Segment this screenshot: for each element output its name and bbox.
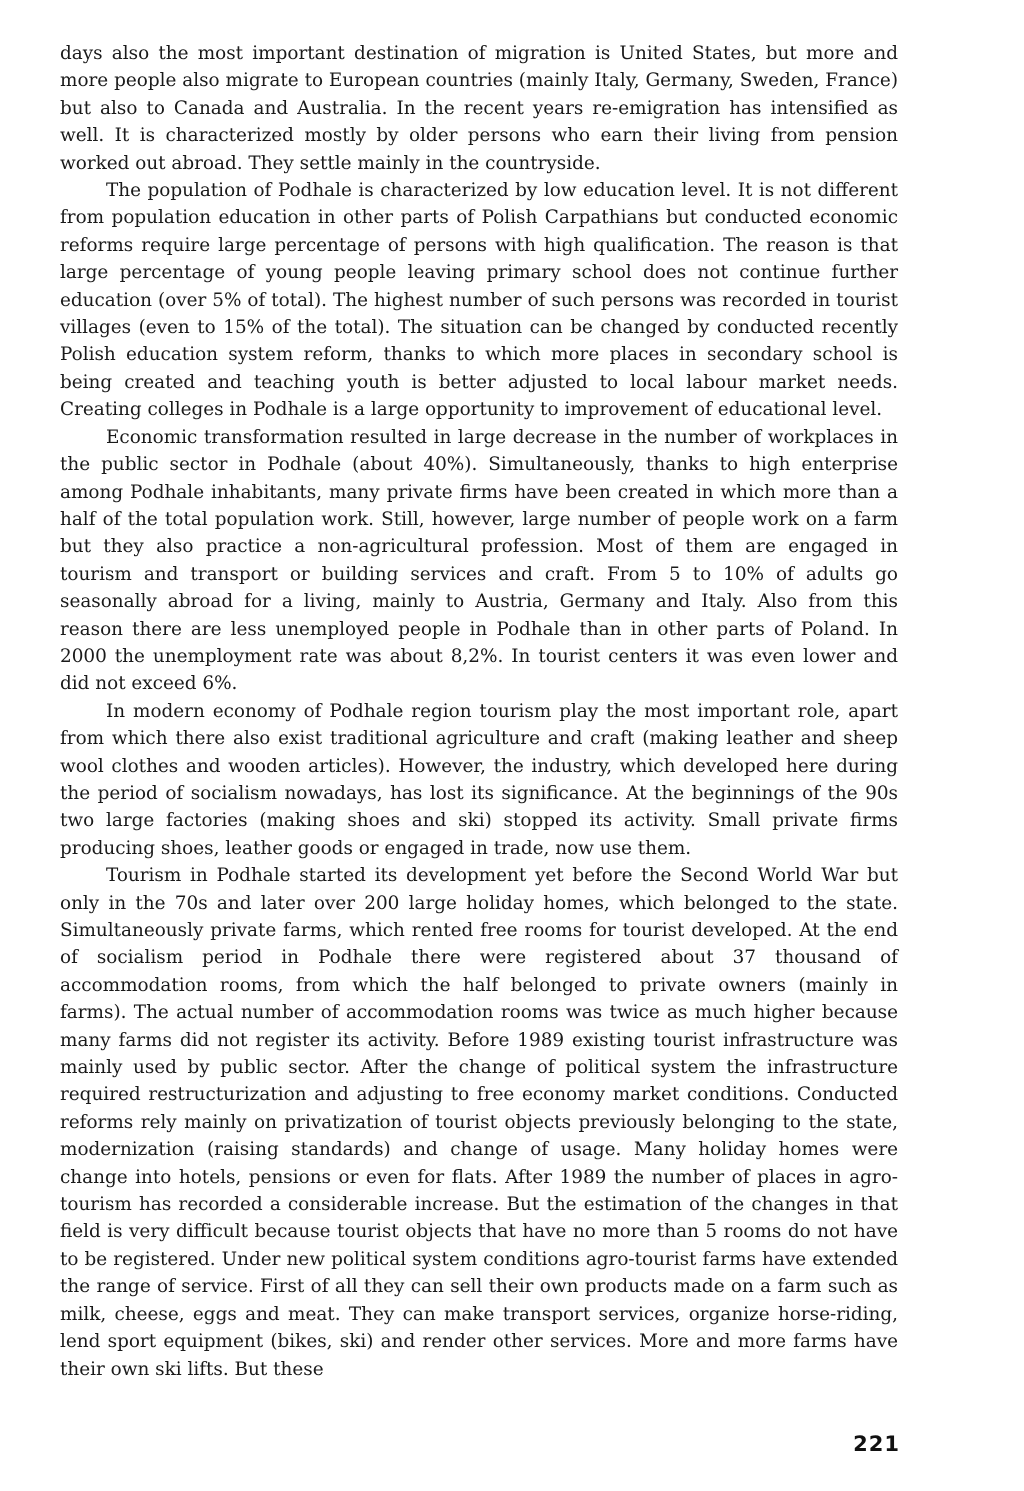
paragraph-education: The population of Podhale is characterized by low education level. It is not different from population education in other parts of Polish Carpathians but conducted economic reforms require large percentage of persons with high qualification. The reason is that large percentage of young people leaving primary school does not continue further education (over 5% of total). The highest number of such persons was recorded in tourist villages (even to 15% of the total). The situation can be changed by conducted recently Polish education system reform, thanks to which more places in secondary school is being created and teaching youth is better adjusted to local labour market needs. Creating colleges in Podhale is a large opportunity to improvement of educational level. — [60, 180, 898, 421]
body-text — [60, 40, 898, 1383]
page-number: 221 — [853, 1432, 900, 1456]
paragraph-tourism: Tourism in Podhale started its development yet before the Second World War but only in the 70s and later over 200 large holiday homes, which belonged to the state. Simultaneously private farms, which rented free rooms for tourist developed. At the end of socialism period in Podhale there were registered about 37 thousand of accommodation rooms, from which the half belonged to private owners (mainly in farms). The actual number of accommodation rooms was twice as much higher because many farms did not register its activity. Before 1989 existing tourist infrastructure was mainly used by public sector. After the change of political system the infrastructure required restructurization and adjusting to free economy market conditions. Conducted reforms rely mainly on privatization of tourist objects previously belonging to the state, modernization (raising standards) and change of usage. Many holiday homes were change into hotels, pensions or even for flats. After 1989 the number of places in agro-tourism has recorded a considerable increase. But the estimation of the changes in that field is very difficult because tourist objects that have no more than 5 rooms do not have to be registered. Under new political system conditions agro-tourist farms have extended the range of service. First of all they can sell their own products made on a farm such as milk, cheese, eggs and meat. They can make transport services, organize horse-riding, lend sport equipment (bikes, ski) and render other services. More and more farms have their own ski lifts. But these — [60, 865, 898, 1380]
paragraph-modern-economy: In modern economy of Podhale region tourism play the most important role, apart from which there also exist traditional agriculture and craft (making leather and sheep wool clothes and wooden articles). However, the industry, which developed here during the period of socialism nowadays, has lost its significance. At the beginnings of the 90s two large factories (making shoes and ski) stopped its activity. Small private firms producing shoes, leather goods or engaged in trade, now use them. — [60, 700, 898, 859]
paragraph-migration: days also the most important destination of migration is United States, but more and more people also migrate to European countries (mainly Italy, Germany, Sweden, France) but also to Canada and Australia. In the recent years re-emigration has intensified as well. It is characterized mostly by older persons who earn their living from pension worked out abroad. They settle mainly in the countryside. — [60, 43, 898, 174]
paragraph-economic-transformation: Economic transformation resulted in large decrease in the number of workplaces in the public sector in Podhale (about 40%). Simultaneously, thanks to high enterprise among Podhale inhabitants, many private firms have been created in which more than a half of the total population work. Still, however, large number of people work on a farm but they also practice a non-agricultural profession. Most of them are engaged in tourism and transport or building services and craft. From 5 to 10% of adults go seasonally abroad for a living, mainly to Austria, Germany and Italy. Also from this reason there are less unemployed people in Podhale than in other parts of Poland. In 2000 the unemployment rate was about 8,2%. In tourist centers it was even lower and did not exceed 6%. — [60, 426, 898, 695]
